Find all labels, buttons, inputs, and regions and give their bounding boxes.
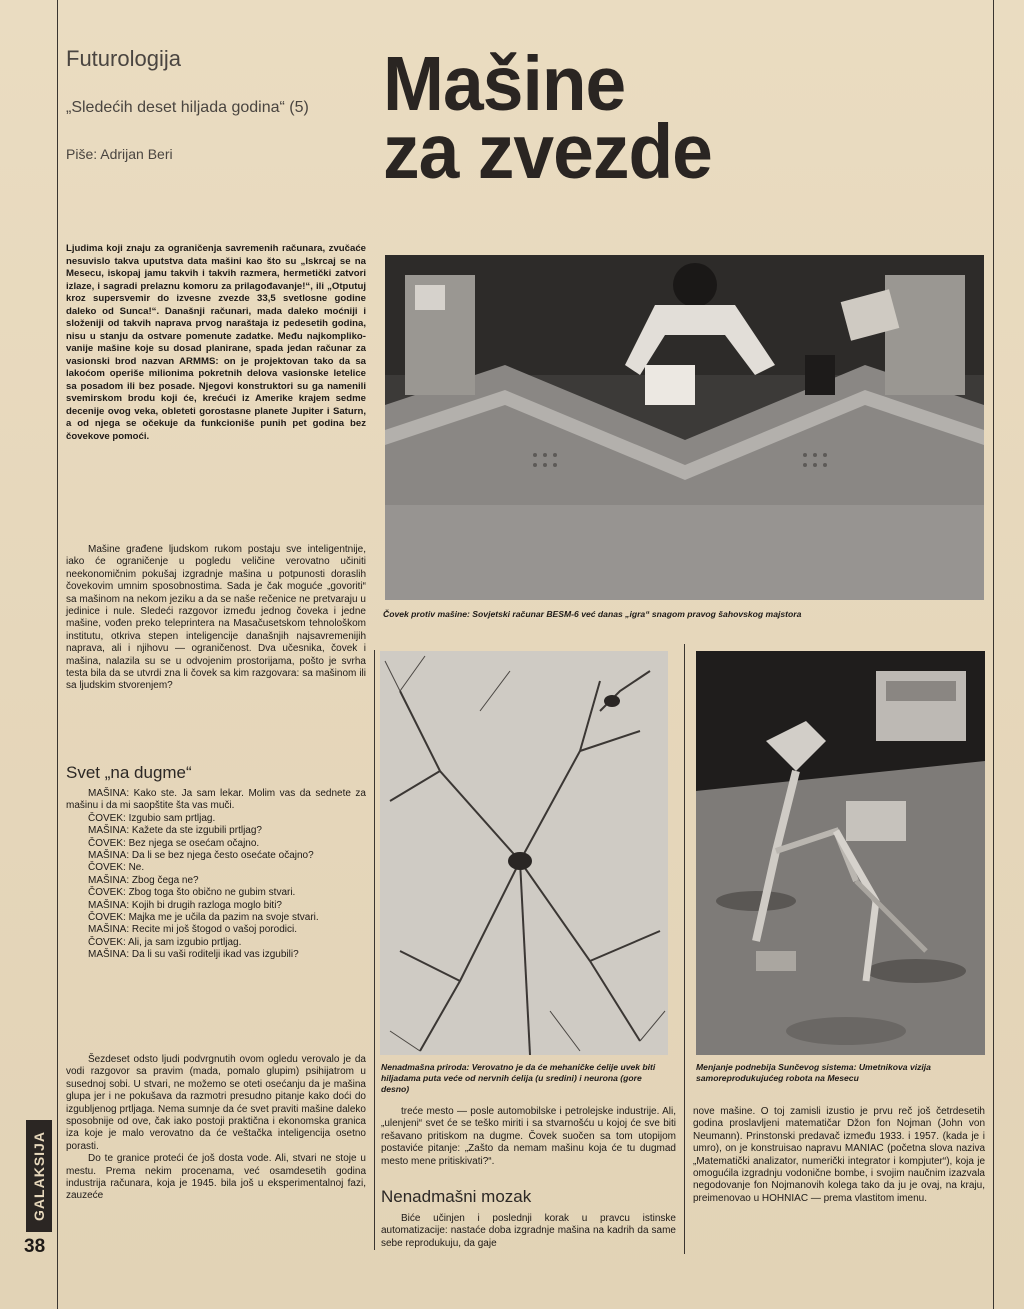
headline	[383, 41, 763, 195]
column-divider-1	[374, 650, 375, 1250]
dialog-line: ČOVEK: Ne.	[88, 862, 145, 874]
author-line: Piše: Adrijan Beri	[66, 146, 173, 162]
magazine-logo	[26, 1120, 52, 1232]
body-paragraph: Do te granice proteći će još dosta vode. Ali, stvari ne stoje u mestu. Prema nekim procenama, već osamdesetih godina industrija računara, koja je 1945. bila još u eksperimentalnoj fazi, zauzeće	[66, 1153, 366, 1202]
photo-computer-console	[385, 255, 984, 600]
section-heading-1: Svet „na dugme“	[66, 763, 192, 782]
series-title: Futurologija	[66, 46, 181, 71]
photo-moon-robot	[696, 651, 985, 1055]
series-subtitle: „Sledećih deset hiljada godina“ (5)	[66, 99, 309, 116]
dialog-line: ČOVEK: Ali, ja sam izgubio prtljag.	[88, 936, 242, 948]
lead-paragraph: Ljudima koji znaju za ograničenja savremenih računara, zvučaće nesuvislo takva uputstva data mašini kao što su „Iskrcaj se na Mesecu, iskopaj jamu takvih i takvih razmera, hermetički zatvori izlaze, i sagradi prelaznu komoru za prilagođavanje!“, ili „Otputuj kroz supersvemir do izvesne zvezde 33,5 svetlosne godine daleko od Sunca!“. Današnji računari, mada daleko moćniji i složeniji od takvih naprava prvog naraštaja iz pedesetih godina, nisu u stanju da ostvare pomenute zadatke. Među najkomplikovanije mašine koje su dosad planirane, spada jedan računar za vasionski brod nazvan ARMMS: on je projektovan tako da sa lakoćom operiše milionima pokretnih delova vasionske letelice sa posadom ili bez posade. Njegovi konstruktori su ga namenili svemirskom brodu koji će, krećući iz Amerike krajem sedme decenije ovog veka, obleteti gorostasne planete Jupiter i Saturn, a od njega se očekuje da funkcioniše punih pet godina bez čovekove pomoći.	[66, 243, 366, 442]
headline-line-2: za zvezde	[383, 109, 712, 195]
column-divider-2	[684, 644, 685, 1254]
dialog-line: MAŠINA: Zbog čega ne?	[88, 874, 199, 886]
dialog-line: MAŠINA: Recite mi još štogod o vašoj porodici.	[88, 924, 297, 936]
dialog-line: MAŠINA: Da li se bez njega često osećate očajno?	[88, 850, 314, 862]
dialog-line: MAŠINA: Kako ste. Ja sam lekar. Molim vas da sednete za mašinu i da mi saopštite šta vas muči.	[66, 788, 366, 812]
dialog-line: MAŠINA: Kažete da ste izgubili prtljag?	[88, 825, 262, 837]
caption-neuron: Nenadmašna priroda: Verovatno je da će mehaničke ćelije uvek biti hiljadama puta veće od nervnih ćelija (u sredini) i neurona (gore desno)	[381, 1062, 656, 1094]
body-paragraph: Šezdeset odsto ljudi podvrgnutih ovom ogledu verovalo je da vodi razgovor sa pravim (mada, pomalo glupim) psihijatrom u susednoj sobi. U stvari, ne možemo se oteti osećanju da je mašina glupa jer i ne pokušava da razmotri presudno pitanje kako doći do izgubljenog prtljaga. Nema sumnje da će svet praviti mašine daleko sposobnije od ove, čak iako postoji praktična i ekonomska granica iza koje je malo verovatno da će veštačka inteligencija osetno porasti.	[66, 1054, 366, 1152]
dialog-line: MAŠINA: Da li su vaši roditelji ikad vas izgubili?	[88, 949, 299, 961]
headline-line-1: Mašine	[383, 41, 626, 127]
column-2-body	[381, 1106, 676, 1168]
body-paragraph: Biće učinjen i poslednji korak u pravcu istinske automatizacije: nastaće doba izgradnje mašina na kadrih da same sebe reprodukuju, da gaje	[381, 1213, 676, 1249]
dialog-line: ČOVEK: Bez njega se osećam očajno.	[88, 837, 260, 849]
body-paragraph: treće mesto — posle automobilske i petrolejske industrije. Ali, „ulenjeni“ svet će se teško miriti i sa stvarnošću u kojoj će sve biti rešavano pritiskom na dugme. Čovek suočen sa tom utopijom postaviće pitanje: „Zašto da nemam mašinu koja će tu dugmad mesto mene pritiskivati?“.	[381, 1106, 676, 1167]
column-2-end	[381, 1213, 676, 1250]
column-1-end	[66, 1054, 366, 1203]
dialog-line: ČOVEK: Zbog toga što obično ne gubim stvari.	[88, 887, 296, 899]
body-paragraph: nove mašine. O toj zamisli izustio je prvu reč još četrdesetih godina proslavljeni matematičar Džon fon Nojman (John von Neumann). Prinstonski predavač između 1933. i 1957. (kada je i umro), on je konstruisao napravu MANIAC (početna slova naziva „Matematički analizator, numerički integrator i kompjuter“), koja je omogućila izgradnju vodonične bombe, i svojim naučnim izazvala negodovanje fon Nojmanovih kolega tako da ju je ovaj, na kraju, preimenovao u HOHNIAC — prema vlastitom imenu.	[693, 1106, 985, 1204]
caption-moon-robot: Menjanje podnebija Sunčevog sistema: Umetnikova vizija samoreprodukujućeg robota na Mesecu	[696, 1062, 931, 1083]
page-number: 38	[24, 1236, 46, 1257]
right-margin-rule	[993, 0, 994, 1309]
photo-neuron	[380, 651, 668, 1055]
column-1-body	[66, 544, 366, 693]
dialog-line: ČOVEK: Majka me je učila da pazim na svoje stvari.	[88, 912, 319, 924]
dialog-line: ČOVEK: Izgubio sam prtljag.	[88, 812, 216, 824]
column-3-body	[693, 1106, 985, 1205]
caption-console: Čovek protiv mašine: Sovjetski računar BESM-6 već danas „igra“ snagom pravog šahovskog majstora	[383, 609, 802, 619]
dialog-block	[66, 788, 366, 962]
dialog-line: MAŠINA: Kojih bi drugih razloga moglo biti?	[88, 899, 282, 911]
section-heading-2: Nenadmašni mozak	[381, 1187, 532, 1206]
magazine-name: GALAKSIJA	[31, 1131, 47, 1221]
body-paragraph: Mašine građene ljudskom rukom postaju sve inteligentnije, iako će ograničenje u pogledu veličine verovatno učiniti neekonomičnim pokušaj izgradnje mašina u potpunosti doraslih čovekovim umnim sposobnostima. Sada je čak moguće „govoriti“ sa mašinom na nekom jeziku a da se naše rečenice ne pretvaraju u jedinice i nule. Sledeći razgovor između jednog čoveka i jedne mašine, vođen preko teleprintera na Masačusetskom tehnološkom institutu, otkriva stepen inteligencije današnjih najsavremenijih naprava, ali i njihovu — ograničenost. Dva učesnika, čovek i mašina, nalazila su se u odvojenim prostorijama, pošto je svrha testa bila da se utvrdi zna li čovek sa kim razgovara: sa mašinom ili sa ljudskim stvorenjem?	[66, 544, 366, 692]
left-margin-rule	[57, 0, 58, 1309]
